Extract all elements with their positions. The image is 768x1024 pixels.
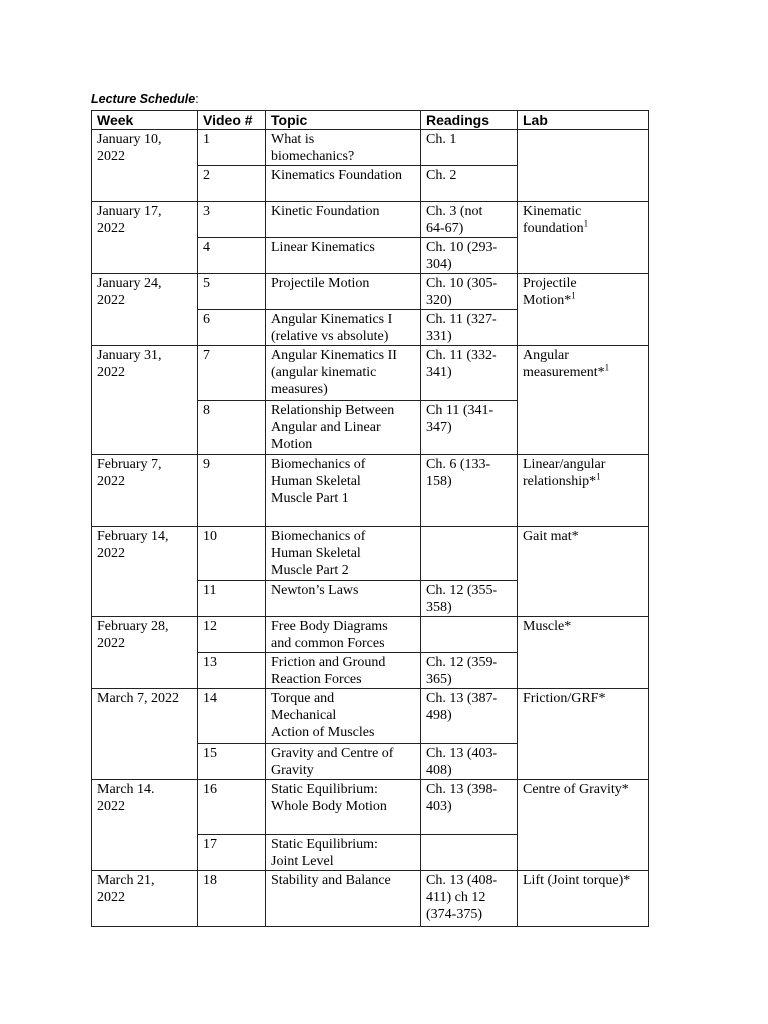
week-cell: March 7, 2022 [92, 689, 198, 780]
table-row [92, 617, 649, 653]
topic-cell: Biomechanics of Human Skeletal Muscle Part 1 [266, 455, 421, 527]
lecture-schedule-table [91, 110, 649, 927]
table-row [92, 274, 649, 310]
table-body [92, 130, 649, 927]
video-number-cell: 5 [198, 274, 266, 310]
readings-cell: Ch. 13 (403- 408) [421, 744, 518, 780]
lab-label: Centre of Gravity* [523, 782, 629, 797]
lab-label: Gait mat* [523, 529, 579, 544]
week-cell: February 14, 2022 [92, 527, 198, 617]
lab-cell [518, 871, 649, 927]
lab-cell [518, 527, 649, 617]
video-number-cell: 4 [198, 238, 266, 274]
video-number-cell: 18 [198, 871, 266, 927]
topic-cell: Angular Kinematics I (relative vs absolute) [266, 310, 421, 346]
readings-cell: Ch 11 (341- 347) [421, 401, 518, 455]
week-cell: February 28, 2022 [92, 617, 198, 689]
lab-cell [518, 455, 649, 527]
topic-cell: Newton’s Laws [266, 581, 421, 617]
lab-cell [518, 617, 649, 689]
lab-footnote-marker: 1 [604, 362, 610, 373]
lab-cell [518, 346, 649, 455]
video-number-cell: 9 [198, 455, 266, 527]
video-number-cell: 14 [198, 689, 266, 744]
video-number-cell: 1 [198, 130, 266, 166]
video-number-cell: 8 [198, 401, 266, 455]
week-cell: March 14. 2022 [92, 780, 198, 871]
topic-cell: Free Body Diagrams and common Forces [266, 617, 421, 653]
lab-cell [518, 202, 649, 274]
readings-cell: Ch. 10 (305- 320) [421, 274, 518, 310]
readings-cell: Ch. 11 (332- 341) [421, 346, 518, 401]
topic-cell: Gravity and Centre of Gravity [266, 744, 421, 780]
header-topic: Topic [266, 111, 421, 130]
video-number-cell: 11 [198, 581, 266, 617]
week-cell: February 7, 2022 [92, 455, 198, 527]
topic-cell: Stability and Balance [266, 871, 421, 927]
lab-label: Projectile Motion* [523, 276, 577, 308]
topic-cell: Relationship Between Angular and Linear Motion [266, 401, 421, 455]
readings-cell: Ch. 6 (133- 158) [421, 455, 518, 527]
header-video-number: Video # [198, 111, 266, 130]
lab-footnote-marker: 1 [571, 290, 576, 301]
table-row [92, 455, 649, 527]
heading-colon: : [195, 92, 199, 106]
lab-label: Angular measurement* [523, 348, 605, 380]
lab-label: Muscle* [523, 619, 572, 634]
video-number-cell: 15 [198, 744, 266, 780]
week-cell: January 17, 2022 [92, 202, 198, 274]
readings-cell: Ch. 13 (398- 403) [421, 780, 518, 835]
lab-cell [518, 780, 649, 871]
video-number-cell: 12 [198, 617, 266, 653]
lab-label: Lift (Joint torque)* [523, 873, 631, 888]
topic-cell: Kinetic Foundation [266, 202, 421, 238]
readings-cell: Ch. 12 (355- 358) [421, 581, 518, 617]
readings-cell: Ch. 1 [421, 130, 518, 166]
week-cell: January 31, 2022 [92, 346, 198, 455]
topic-cell: Static Equilibrium: Joint Level [266, 835, 421, 871]
topic-cell: Static Equilibrium: Whole Body Motion [266, 780, 421, 835]
header-lab: Lab [518, 111, 649, 130]
topic-cell: Linear Kinematics [266, 238, 421, 274]
readings-cell [421, 835, 518, 871]
table-row [92, 202, 649, 238]
lab-cell [518, 689, 649, 780]
video-number-cell: 3 [198, 202, 266, 238]
table-row [92, 871, 649, 927]
readings-cell: Ch. 11 (327- 331) [421, 310, 518, 346]
table-row [92, 780, 649, 835]
video-number-cell: 6 [198, 310, 266, 346]
lecture-schedule-heading [91, 92, 199, 106]
topic-cell: Angular Kinematics II (angular kinematic measures) [266, 346, 421, 401]
lab-footnote-marker: 1 [596, 471, 601, 482]
lab-label: Kinematic foundation [523, 204, 584, 236]
topic-cell: Torque and Mechanical Action of Muscles [266, 689, 421, 744]
readings-cell [421, 617, 518, 653]
table-row [92, 527, 649, 581]
table-row [92, 346, 649, 401]
table-header-row [92, 111, 649, 130]
lab-cell [518, 274, 649, 346]
video-number-cell: 7 [198, 346, 266, 401]
video-number-cell: 2 [198, 166, 266, 202]
header-week: Week [92, 111, 198, 130]
topic-cell: Friction and Ground Reaction Forces [266, 653, 421, 689]
lab-footnote-marker: 1 [583, 218, 589, 229]
lab-label: Friction/GRF* [523, 691, 606, 706]
header-readings: Readings [421, 111, 518, 130]
video-number-cell: 17 [198, 835, 266, 871]
readings-cell: Ch. 3 (not 64-67) [421, 202, 518, 238]
topic-cell: Kinematics Foundation [266, 166, 421, 202]
lab-label: Linear/angular relationship* [523, 457, 606, 489]
video-number-cell: 13 [198, 653, 266, 689]
lab-cell [518, 130, 649, 202]
readings-cell: Ch. 2 [421, 166, 518, 202]
heading-title: Lecture Schedule [91, 92, 196, 106]
week-cell: January 10, 2022 [92, 130, 198, 202]
topic-cell: What is biomechanics? [266, 130, 421, 166]
readings-cell: Ch. 13 (408- 411) ch 12 (374-375) [421, 871, 518, 927]
video-number-cell: 10 [198, 527, 266, 581]
readings-cell: Ch. 12 (359- 365) [421, 653, 518, 689]
week-cell: March 21, 2022 [92, 871, 198, 927]
topic-cell: Biomechanics of Human Skeletal Muscle Part 2 [266, 527, 421, 581]
readings-cell: Ch. 13 (387- 498) [421, 689, 518, 744]
table-row [92, 689, 649, 744]
week-cell: January 24, 2022 [92, 274, 198, 346]
video-number-cell: 16 [198, 780, 266, 835]
readings-cell [421, 527, 518, 581]
topic-cell: Projectile Motion [266, 274, 421, 310]
table-row [92, 130, 649, 166]
readings-cell: Ch. 10 (293- 304) [421, 238, 518, 274]
